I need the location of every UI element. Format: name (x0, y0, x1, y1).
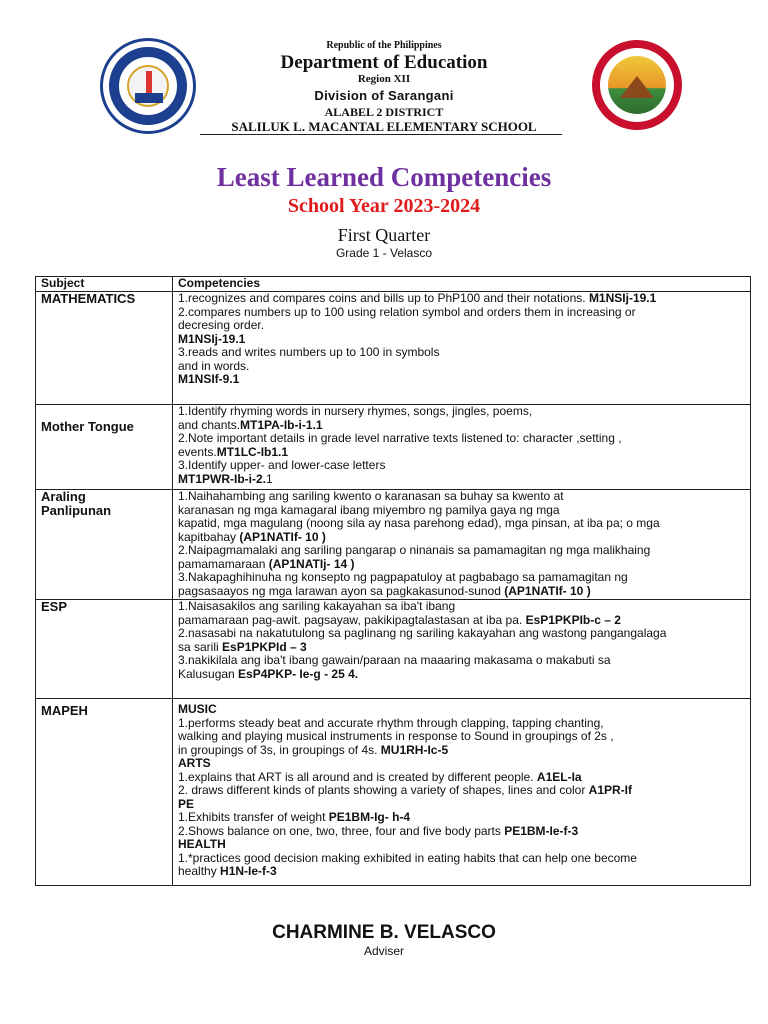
competency-code: MT1PA-Ib-i-1.1 (240, 417, 323, 432)
section-music: MUSIC (178, 702, 217, 716)
competency-line: walking and playing musical instruments in response to Sound in groupings of 2s , (178, 729, 614, 743)
competency-line (178, 641, 745, 655)
subject-cell (36, 405, 173, 490)
competency-code: M1NSIj-19.1 (178, 331, 246, 346)
competency-text: 2. draws different kinds of plants showing a variety of shapes, lines and color (178, 783, 589, 797)
subject-label: MAPEH (41, 703, 88, 718)
competency-code: MT1PWR-Ib-i-2. (178, 471, 266, 486)
competencies-cell (173, 600, 751, 699)
competency-line (178, 771, 745, 785)
competency-line (178, 784, 745, 798)
competencies-cell (173, 699, 751, 886)
competency-line: 3.Identify upper- and lower-case letters (178, 458, 386, 472)
competency-text: in groupings of 3s, in groupings of 4s. (178, 742, 381, 757)
table-row-esp (36, 600, 751, 699)
competency-line (178, 446, 745, 460)
competency-text: 1.recognizes and compares coins and bills up to PhP100 and their notations. (178, 291, 589, 305)
subject-cell: MATHEMATICS (36, 292, 173, 405)
document-title: Least Learned Competencies (216, 162, 552, 192)
competency-line (178, 744, 745, 758)
table-row-mapeh (36, 699, 751, 886)
school-line: SALILUK L. MACANTAL ELEMENTARY SCHOOL (231, 119, 537, 134)
competency-line: 1.performs steady beat and accurate rhythm through clapping, tapping chanting, (178, 715, 604, 730)
competency-code: M1NSIj-19.1 (588, 291, 657, 305)
competency-text: 1 (266, 471, 273, 486)
subject-cell (36, 490, 173, 600)
table-row-mathematics (36, 292, 751, 405)
grade-section: Grade 1 - Velasco (335, 246, 433, 260)
competency-code: M1NSIf-9.1 (178, 372, 240, 386)
competency-code: PE1BM-Ie-f-3 (504, 823, 579, 838)
competency-line (178, 668, 745, 682)
table-row-mother-tongue (36, 405, 751, 490)
competency-line: decresing order. (178, 318, 265, 332)
competency-text: healthy (178, 864, 221, 878)
competency-line (178, 614, 745, 628)
subject-cell: ESP (36, 600, 173, 699)
competency-line: kapatid, mga magulang (noong sila ay nasa parehong edad), mga pinsan, at iba pa; o mga (178, 516, 660, 530)
region-line: Region XII (357, 73, 411, 85)
competency-line (178, 558, 745, 572)
section-health: HEALTH (178, 837, 226, 851)
quarter: First Quarter (337, 225, 431, 245)
republic-line: Republic of the Philippines (326, 40, 442, 51)
department-line: Department of Education (280, 52, 488, 73)
competency-line: 3.nakikilala ang iba't ibang gawain/paraan na maaaring makasama o makabuti sa (178, 653, 611, 667)
subject-label: Panlipunan (41, 502, 112, 518)
competency-line: 3.reads and writes numbers up to 100 in symbols (178, 345, 440, 359)
adviser-role: Adviser (363, 944, 404, 958)
subject-cell (36, 699, 173, 886)
competency-text: 1.explains that ART is all around and is created by different people. (178, 769, 537, 784)
school-year: School Year 2023-2024 (287, 195, 481, 217)
competency-line: 3.Nakapaghihinuha ng konsepto ng pagpapatuloy at pagbabago sa pamamagitan ng (178, 570, 628, 584)
competency-code: A1EL-Ia (536, 769, 582, 784)
competency-code: (AP1NATIf- 10 ) (239, 529, 326, 544)
competency-code: (AP1NATIj- 14 ) (268, 556, 355, 571)
competency-text: sa sarili (178, 639, 223, 654)
competency-line: 1.*practices good decision making exhibited in eating habits that can help one become (178, 850, 637, 865)
competency-line: 2.compares numbers up to 100 using relation symbol and orders them in increasing or (178, 304, 636, 319)
subject-label: Mother Tongue (41, 419, 134, 434)
competency-line (178, 825, 745, 839)
competencies-cell (173, 292, 751, 405)
competency-line (178, 811, 745, 825)
competency-text: Kalusugan (178, 666, 239, 681)
competency-text: 2.Shows balance on one, two, three, four and five body parts (178, 823, 505, 838)
competency-code: A1PR-If (588, 783, 633, 797)
competency-line: and in words. (178, 358, 250, 373)
competency-line: 1.Identify rhyming words in nursery rhymes, songs, jingles, poems, (178, 404, 533, 418)
competency-code: MT1LC-Ib1.1 (216, 444, 289, 459)
competency-line (178, 531, 745, 545)
table-row-araling-panlipunan (36, 490, 751, 600)
competency-code: EsP4PKP- Ie-g - 25 4. (238, 666, 359, 681)
competency-code: EsP1PKPId – 3 (222, 639, 307, 654)
competency-code: PE1BM-Ig- h-4 (328, 810, 411, 824)
competency-code: (AP1NATIf- 10 ) (504, 583, 591, 598)
competencies-cell (173, 490, 751, 600)
table-header-row (36, 277, 751, 292)
header-subject: Subject (36, 277, 173, 292)
competency-line: karanasan ng mga kamagaral ibang miyembro ng pamilya gaya ng mga (178, 502, 560, 517)
competency-text: kapitbahay (178, 529, 240, 544)
section-pe: PE (178, 796, 195, 811)
competency-line (178, 865, 745, 879)
competency-code: MU1RH-Ic-5 (380, 742, 449, 757)
competency-code: EsP1PKPIb-c – 2 (525, 612, 621, 627)
competencies-table (35, 276, 751, 886)
competency-line: 1.Naihahambing ang sariling kwento o karanasan sa buhay sa kwento at (178, 489, 564, 503)
competency-text: and chants. (178, 417, 241, 432)
competency-line (178, 419, 745, 433)
competency-line (178, 585, 745, 599)
competency-text: events. (178, 444, 217, 459)
competency-line (178, 292, 745, 306)
competency-text: pamamaraan pag-awit. pagsayaw, pakikipagtalastasan at iba pa. (178, 612, 526, 627)
competencies-cell (173, 405, 751, 490)
district-line: ALABEL 2 DISTRICT (324, 105, 444, 119)
competency-text: pamamamaraan (178, 556, 269, 571)
section-arts: ARTS (178, 756, 211, 770)
competency-line: 2.Naipagmamalaki ang sariling pangarap o ninanais sa pamamagitan ng mga malikhaing (178, 543, 651, 557)
competency-line: 2.Note important details in grade level narrative texts listened to: character ,setting , (178, 431, 622, 445)
header-competencies: Competencies (173, 277, 751, 292)
division-line: Division of Sarangani (314, 88, 454, 103)
competency-line: 1.Naisasakilos ang sariling kakayahan sa iba't ibang (178, 599, 456, 613)
subject-label: Araling (41, 489, 86, 504)
header-rule (200, 134, 562, 135)
competency-text: pagsasaayos ng mga larawan ayon sa pagkakasunod-sunod (178, 583, 505, 598)
competency-code: H1N-Ie-f-3 (220, 864, 277, 878)
competency-line (178, 473, 745, 487)
adviser-name: CHARMINE B. VELASCO (272, 922, 496, 943)
competency-text: 1.Exhibits transfer of weight (178, 810, 329, 824)
competency-line: 2.nasasabi na nakatutulong sa paglinang ng sariling kakayahan ang wastong pangangalaga (178, 626, 667, 640)
